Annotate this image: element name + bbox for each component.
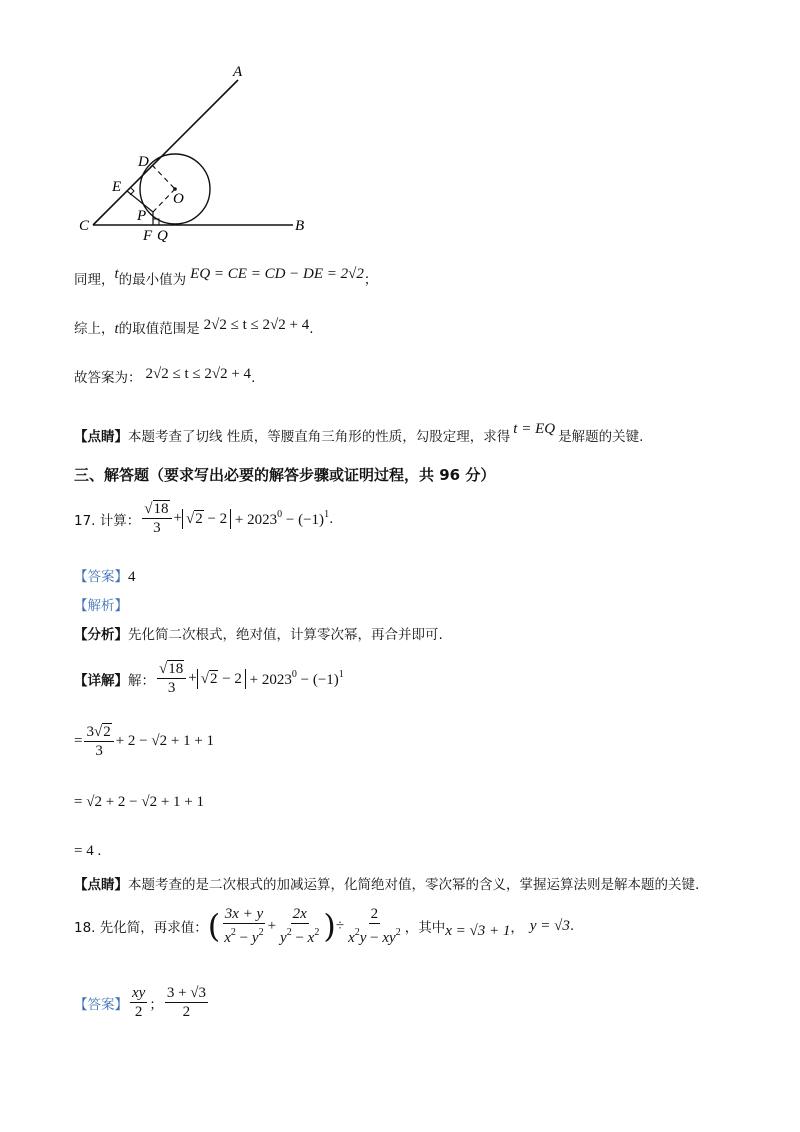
label-e: E <box>112 179 122 195</box>
key-point-line <box>74 421 643 445</box>
q17-question: 17. 计算： $\frac{√18}{3}$ + √2 − 2 + $2023^0 - (-1)^1$ . <box>74 501 334 536</box>
text: 同理， <box>74 272 115 288</box>
q17-dianjing <box>74 873 699 893</box>
label-f: F <box>143 228 153 242</box>
label-o: O <box>173 191 184 207</box>
text: . <box>329 510 334 527</box>
tag-detail: 【详解】 <box>74 672 128 689</box>
fraction-sqrt18-over-3: $\frac{√18}{3}$ <box>157 660 186 697</box>
text: ； <box>149 996 163 1013</box>
answer-fraction-1 <box>130 984 147 1021</box>
section-heading: 三、解答题（要求写出必要的解答步骤或证明过程，共 96 分） <box>74 466 496 484</box>
tag-fenxi: 【分析】 <box>74 627 128 643</box>
line-ca <box>93 80 238 225</box>
tag-dianjing: 【点睛】 <box>74 877 128 893</box>
text: 的最小值为 <box>118 272 187 288</box>
geometry-diagram <box>70 62 330 242</box>
text: 本题考查了切线 性质，等腰直角三角形的性质，勾股定理，求得 <box>128 429 511 445</box>
y-value: y = √3 <box>529 917 570 934</box>
fraction-3sqrt2-over-3: $\frac{3√2}{3}$ <box>84 723 113 760</box>
label-p: P <box>137 208 147 224</box>
text: 故答案为： <box>74 370 142 386</box>
denominator: 2 <box>182 1004 191 1020</box>
right-angle-mark-e <box>130 188 134 195</box>
question-number: 17. 计算： <box>74 512 141 529</box>
var-t: t <box>114 266 119 282</box>
math-expression: t = EQ <box>513 421 556 437</box>
text: . <box>251 370 256 386</box>
denominator: 2 <box>134 1004 143 1020</box>
q17-step3: = 4 . <box>74 843 102 859</box>
math-expression: 2√2 ≤ t ≤ 2√2 + 4 <box>145 366 252 382</box>
var-t: t <box>114 321 119 337</box>
math-expression: + 2 − √2 + 1 + 1 <box>115 733 215 749</box>
label-q: Q <box>157 228 168 242</box>
text: ，其中 <box>404 920 446 936</box>
fraction-2: $\frac{2x}{y^2 - x^2}$ <box>280 906 320 946</box>
q17-detail: 【详解】 解： $\frac{√18}{3}$ + √2 − 2 + $2023^0 - (-1)^1$ <box>74 661 344 696</box>
min-value-line <box>74 266 377 288</box>
q17-step2: = √2 + 2 − √2 + 1 + 1 <box>74 794 205 810</box>
segment-op <box>153 189 175 212</box>
text: ； <box>363 272 378 288</box>
q17-step1: = $\frac{3√2}{3}$ + 2 − √2 + 1 + 1 <box>74 724 215 759</box>
text: 的取值范围是 <box>118 321 200 337</box>
text: 综上， <box>74 321 115 337</box>
text: . <box>309 321 314 337</box>
q17-analysis-tag: 【解析】 <box>74 598 128 614</box>
text: 先化简二次根式，绝对值，计算零次幂，再合并即可. <box>128 627 443 643</box>
tag-dianjing: 【点睛】 <box>74 429 128 445</box>
x-value: x = √3 + 1 <box>445 922 511 939</box>
text: 本题考查的是二次根式的加减运算，化简绝对值，零次幂的含义，掌握运算法则是解本题的关键. <box>128 877 700 893</box>
answer-value: 4 <box>128 569 136 585</box>
text: . <box>569 918 575 934</box>
q17-fenxi <box>74 623 443 643</box>
segment-do <box>152 165 175 189</box>
math-expression: EQ = CE = CD − DE = 2√2 <box>190 266 364 282</box>
answer-line <box>74 366 255 386</box>
question-number: 18. 先化简，再求值： <box>74 920 208 936</box>
tag-answer: 【答案】 <box>74 569 128 585</box>
math-expression: 2√2 ≤ t ≤ 2√2 + 4 <box>203 317 310 333</box>
answer-fraction-2 <box>165 984 208 1021</box>
text: 是解题的关键. <box>558 429 644 445</box>
numerator: 3 + √3 <box>166 985 207 1001</box>
text: ， <box>510 920 524 936</box>
q18-question: 18. 先化简，再求值： ( $\frac{3x + y}{x^2 - y^2}$ + $\frac{2x}{y^2 - x^2}$ ) ÷ $\frac{2}{x^2y - xy^2}$ ，其中 x = √3 + 1 ， y = √3 . <box>74 906 575 946</box>
fraction-3: $\frac{2}{x^2y - xy^2}$ <box>348 906 401 946</box>
range-line <box>74 317 314 338</box>
label-a: A <box>233 64 243 80</box>
label-b: B <box>295 218 305 234</box>
q18-answer <box>74 984 210 1021</box>
absolute-value: √2 − 2 <box>197 669 246 689</box>
absolute-value: √2 − 2 <box>182 509 231 529</box>
text: 解： <box>128 672 155 689</box>
label-c: C <box>79 218 90 234</box>
tag-answer: 【答案】 <box>74 996 128 1013</box>
fraction-1: $\frac{3x + y}{x^2 - y^2}$ <box>224 906 264 946</box>
fraction-sqrt18-over-3: $\frac{√18}{3}$ <box>142 500 171 537</box>
label-d: D <box>138 154 149 170</box>
q17-answer <box>74 565 136 586</box>
numerator: xy <box>132 985 146 1001</box>
